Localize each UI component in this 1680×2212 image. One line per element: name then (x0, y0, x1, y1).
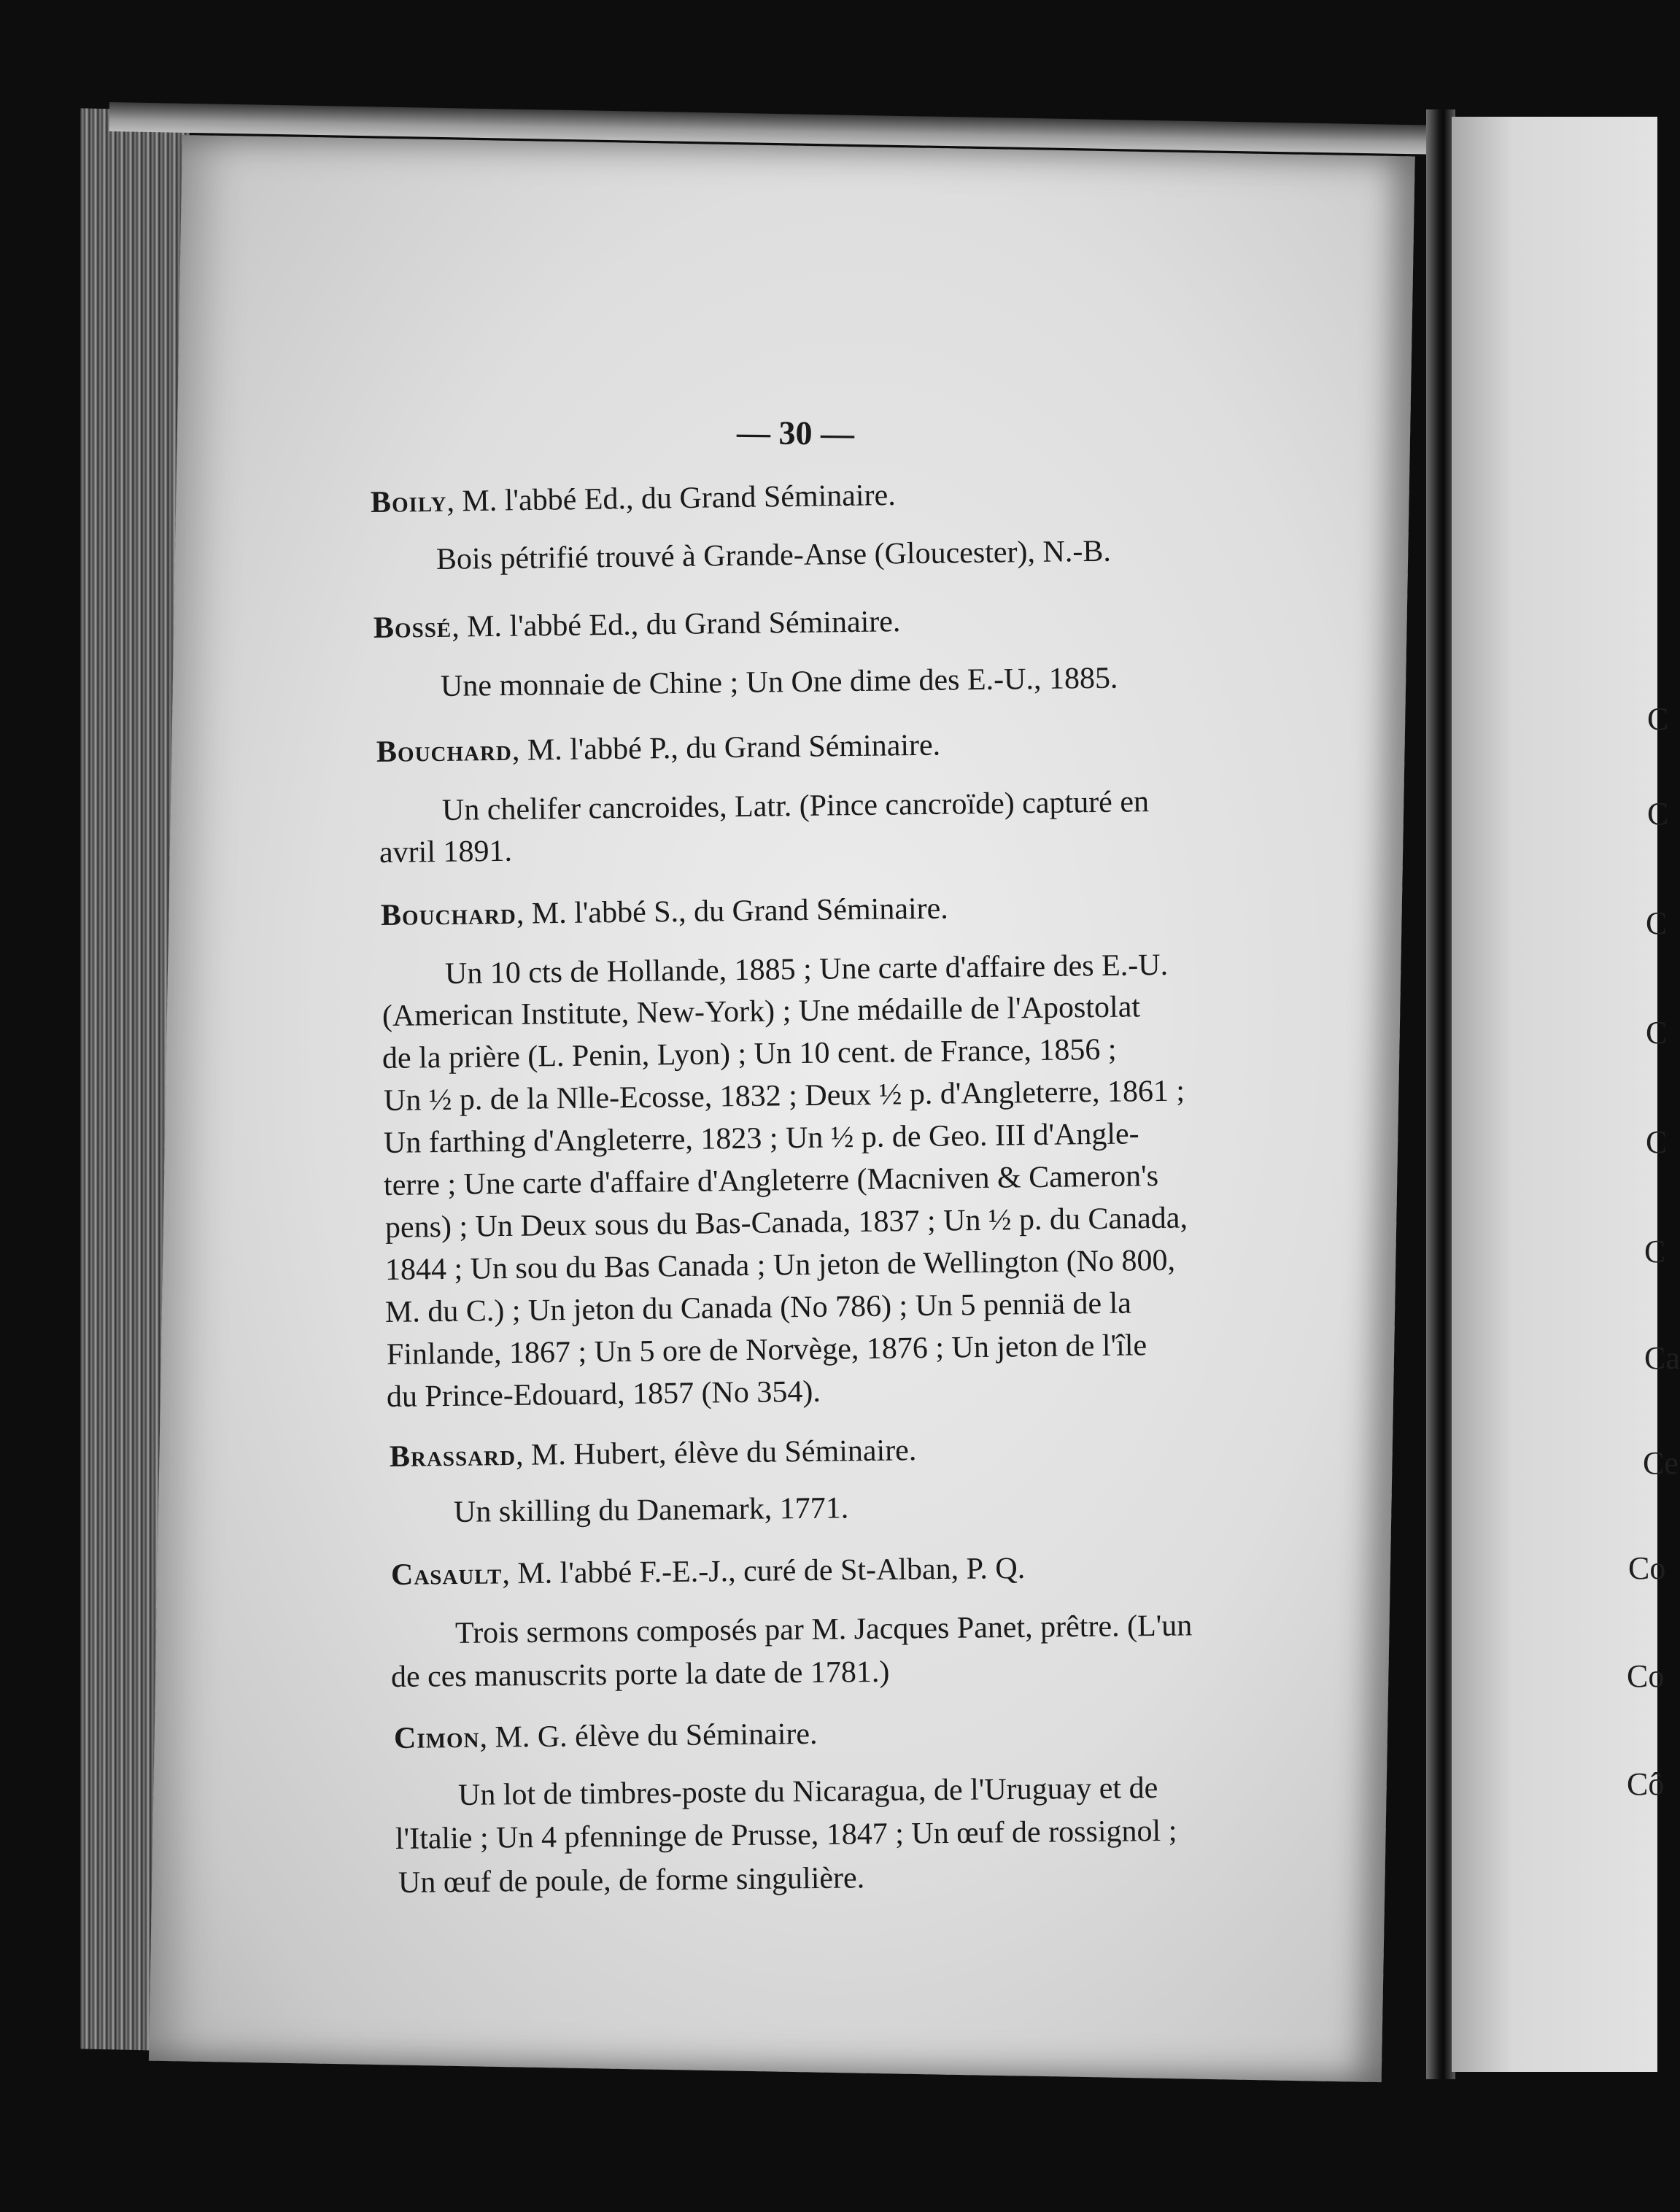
entry-line: Un farthing d'Angleterre, 1823 ; Un ½ p. de Geo. III d'Angle- (383, 1117, 1139, 1160)
entry-line: (American Institute, New-York) ; Une médaille de l'Apostolat (382, 990, 1141, 1033)
entry-description: , M. l'abbé Ed., du Grand Séminaire. (451, 605, 901, 644)
entry-description: , M. l'abbé P., du Grand Séminaire. (511, 728, 941, 767)
entry-name: Bouchard (380, 897, 517, 932)
entry-heading (371, 480, 896, 518)
entry-line: Un œuf de poule, de forme singulière. (398, 1861, 865, 1900)
entry-description: , M. l'abbé F.-E.-J., curé de St-Alban, P. Q. (502, 1551, 1026, 1591)
entry-name: Casault (390, 1557, 503, 1592)
entry-line: Un lot de timbres-poste du Nicaragua, de l'Uruguay et de (457, 1771, 1158, 1812)
entry-line: l'Italie ; Un 4 pfenninge de Prusse, 1847 ; Un œuf de rossignol ; (395, 1814, 1177, 1856)
entry-description: , M. l'abbé S., du Grand Séminaire. (516, 892, 949, 931)
entry-line: Finlande, 1867 ; Un 5 ore de Norvège, 1876 ; Un jeton de l'île (386, 1329, 1147, 1372)
entry-line: pens) ; Un Deux sous du Bas-Canada, 1837 ; Un ½ p. du Canada, (384, 1201, 1188, 1245)
entry-line: de ces manuscrits porte la date de 1781.) (390, 1655, 890, 1694)
entry-heading (394, 1719, 818, 1754)
right-page-fragment: Ce (1643, 1445, 1679, 1481)
right-page-fragment: C (1646, 1124, 1668, 1160)
entry-heading (390, 1435, 917, 1472)
right-page-fragment: Ca (1644, 1340, 1680, 1376)
right-page-fragment: C (1646, 1015, 1668, 1051)
entry-line: Une monnaie de Chine ; Un One dime des E.-U., 1885. (440, 661, 1118, 703)
entry-line: Un 10 cts de Hollande, 1885 ; Une carte d'affaire des E.-U. (444, 948, 1169, 991)
entry-line: Un skilling du Danemark, 1771. (453, 1491, 849, 1529)
entry-name: Boily (370, 484, 447, 519)
entry-heading (381, 893, 948, 930)
right-page-fragment: Co (1628, 1550, 1666, 1586)
right-page-fragment: C (1644, 1234, 1666, 1269)
page-number: — 30 — (736, 414, 855, 452)
right-page-fragment: Cô (1627, 1766, 1665, 1802)
entry-line: terre ; Une carte d'affaire d'Angleterre (Macniven & Cameron's (383, 1159, 1159, 1202)
entry-line: M. du C.) ; Un jeton du Canada (No 786) ; Un 5 penniä de la (384, 1286, 1132, 1329)
entry-name: Bossé (373, 610, 452, 645)
entry-description: , M. G. élève du Séminaire. (479, 1717, 818, 1755)
entry-line: Bois pétrifié trouvé à Grande-Anse (Gloucester), N.-B. (436, 534, 1112, 576)
entry-line: Trois sermons composés par M. Jacques Panet, prêtre. (L'un (454, 1609, 1193, 1650)
entry-line: 1844 ; Un sou du Bas Canada ; Un jeton de Wellington (No 800, (384, 1243, 1176, 1287)
entry-description: , M. l'abbé Ed., du Grand Séminaire. (446, 478, 897, 519)
right-page-fragment: C (1646, 905, 1668, 941)
entry-line: de la prière (L. Penin, Lyon) ; Un 10 cent. de France, 1856 ; (382, 1032, 1117, 1075)
entry-line: Un chelifer cancroides, Latr. (Pince cancroïde) capturé en (441, 785, 1150, 827)
entry-line: du Prince-Edouard, 1857 (No 354). (386, 1374, 821, 1414)
entry-name: Cimon (393, 1720, 480, 1755)
entry-name: Brassard (389, 1438, 516, 1474)
entry-heading (373, 606, 901, 643)
right-page-fragment: C (1647, 701, 1669, 737)
right-page-fragment: Co (1627, 1658, 1665, 1694)
entry-line: avril 1891. (379, 834, 513, 870)
entry-name: Bouchard (376, 733, 513, 769)
entry-description: , M. Hubert, élève du Séminaire. (515, 1434, 917, 1472)
entry-heading (391, 1553, 1026, 1590)
right-page-fragment: C (1647, 796, 1669, 832)
entry-line: Un ½ p. de la Nlle-Ecosse, 1832 ; Deux ½ p. d'Angleterre, 1861 ; (383, 1074, 1185, 1118)
book-gutter (1426, 109, 1455, 2079)
entry-heading (376, 730, 941, 767)
